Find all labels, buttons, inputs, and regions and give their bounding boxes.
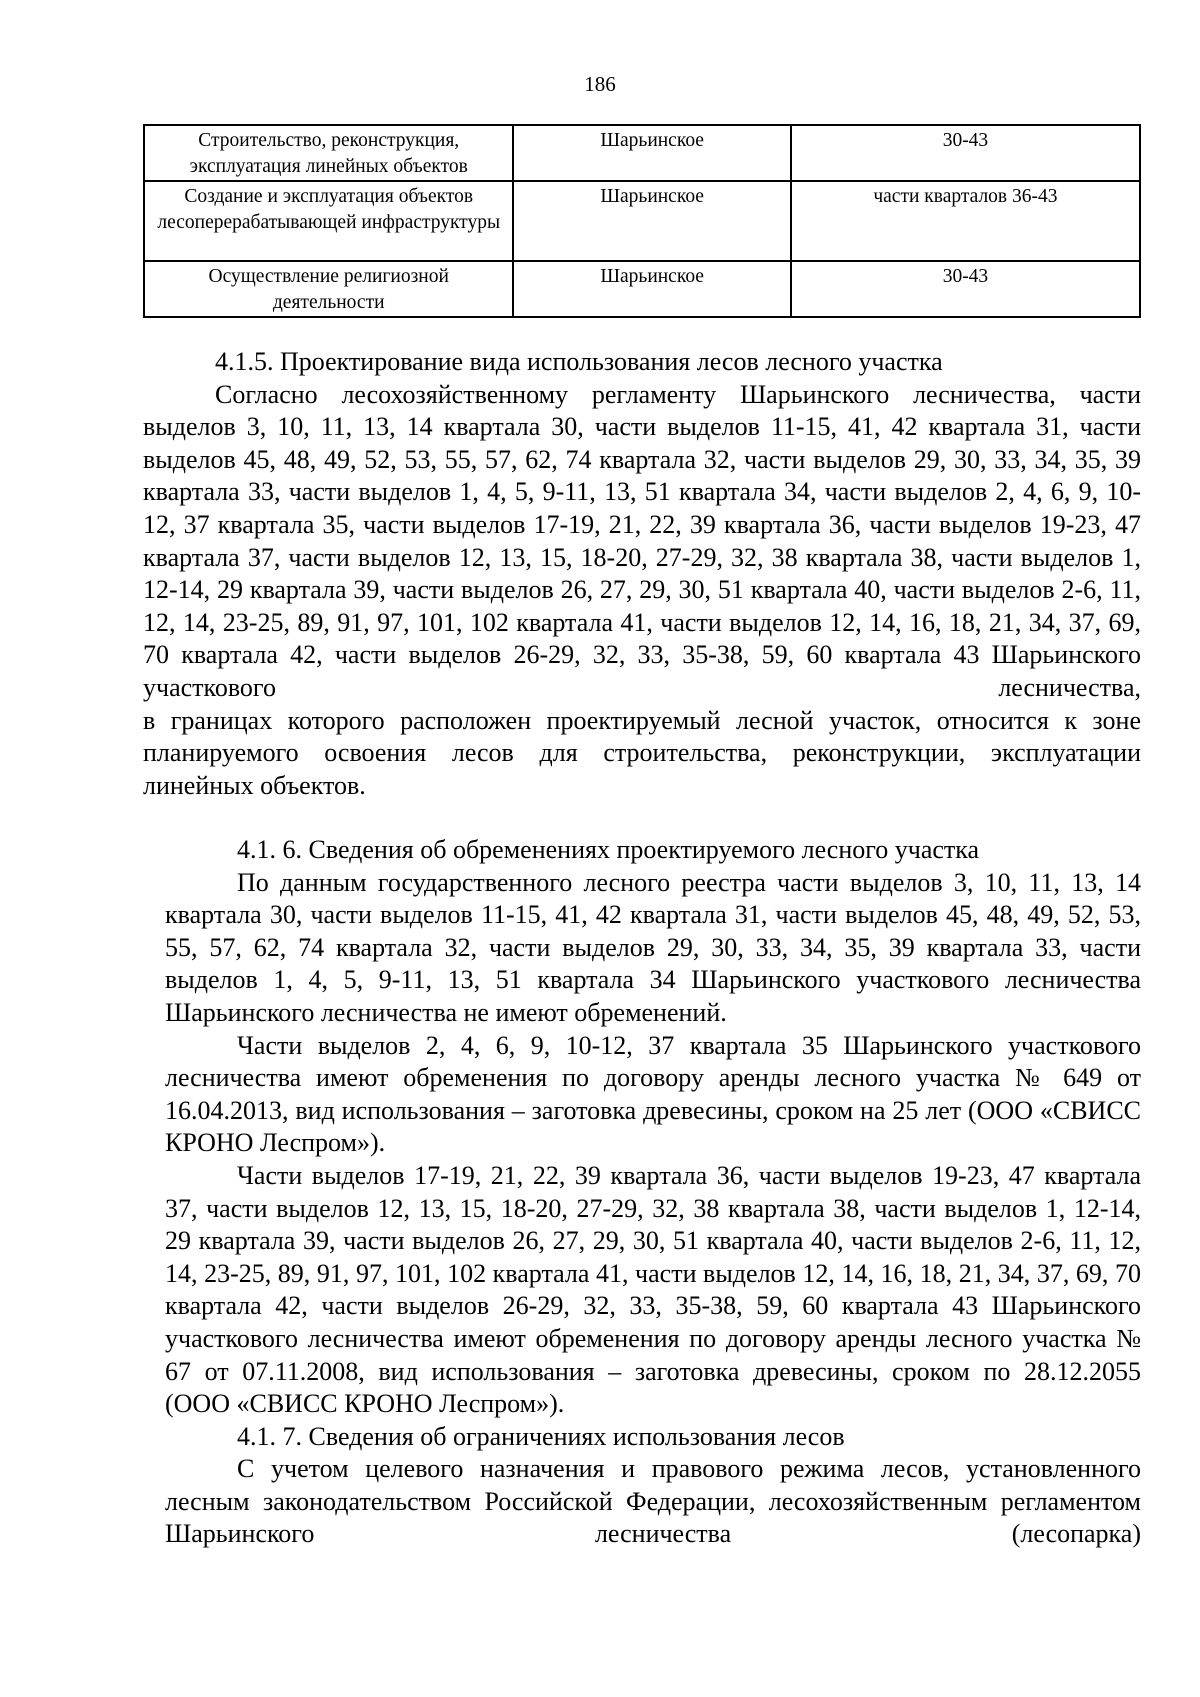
table-row: [144, 261, 1140, 317]
page-number: 186: [584, 72, 616, 96]
forestry-cell: Шарьинское: [513, 125, 790, 181]
forestry-cell: Шарьинское: [513, 261, 790, 317]
paragraph: Согласно лесохозяйственному регламенту Шарьинского лесничества, части выделов 3, 10, 11, 13, 14 квартала 30, части выделов 11-15, 41, 42 квартала 31, части выделов 45, 48, 49, 52, 53, 55, 57, 62, 74 квартала 32, части выделов 29, 30, 33, 34, 35, 39 квартала 33, части выделов 1, 4, 5, 9-11, 13, 51 квартала 34, части выделов 2, 4, 6, 9, 10-12, 37 квартала 35, части выделов 17-19, 21, 22, 39 квартала 36, части выделов 19-23, 47 квартала 37, части выделов 12, 13, 15, 18-20, 27-29, 32, 38 квартала 38, части выделов 1, 12-14, 29 квартала 39, части выделов 26, 27, 29, 30, 51 квартала 40, части выделов 2-6, 11, 12, 14, 23-25, 89, 91, 97, 101, 102 квартала 41, части выделов 12, 14, 16, 18, 21, 34, 37, 69, 70 квартала 42, части выделов 26-29, 32, 33, 35-38, 59, 60 квартала 43 Шарьинского участкового лесничества,: [143, 379, 1141, 702]
forest-use-table: [143, 124, 1141, 318]
quarters-cell: 30-43: [791, 261, 1140, 317]
paragraph: Части выделов 17-19, 21, 22, 39 квартала 36, части выделов 19-23, 47 квартала 37, части выделов 12, 13, 15, 18-20, 27-29, 32, 38 квартала 38, части выделов 1, 12-14, 29 квартала 39, части выделов 26, 27, 29, 30, 51 квартала 40, части выделов 2-6, 11, 12, 14, 23-25, 89, 91, 97, 101, 102 квартала 41, части выделов 12, 14, 16, 18, 21, 34, 37, 69, 70 квартала 42, части выделов 26-29, 32, 33, 35-38, 59, 60 квартала 43 Шарьинского участкового лесничества имеют обременения по договору аренды лесного участка № 67 от 07.11.2008, вид использования – заготовка древесины, сроком по 28.12.2055 (ООО «СВИСС КРОНО Леспром»).: [165, 1160, 1141, 1419]
paragraph: Части выделов 2, 4, 6, 9, 10-12, 37 квартала 35 Шарьинского участкового лесничества имеют обременения по договору аренды лесного участка № 649 от 16.04.2013, вид использования – заготовка древесины, сроком на 25 лет (ООО «СВИСС КРОНО Леспром»).: [165, 1030, 1141, 1158]
forestry-cell: Шарьинское: [513, 181, 790, 261]
paragraph: С учетом целевого назначения и правового режима лесов, установленного лесным законодательством Российской Федерации, лесохозяйственным регламентом Шарьинского лесничества (лесопарка): [165, 1454, 1141, 1549]
section-heading: 4.1. 6. Сведения об обременениях проектируемого лесного участка: [237, 835, 980, 864]
section-4-1-5: [143, 346, 1141, 802]
section-heading: 4.1.5. Проектирование вида использования лесов лесного участка: [215, 347, 943, 376]
paragraph: в границах которого расположен проектируемый лесной участок, относится к зоне планируемого освоения лесов для строительства, реконструкции, эксплуатации линейных объектов.: [143, 705, 1141, 800]
quarters-cell: части кварталов 36-43: [791, 181, 1140, 261]
table-row: [144, 125, 1140, 181]
activity-cell: Строительство, реконструкция, эксплуатация линейных объектов: [144, 125, 513, 181]
activity-cell: Осуществление религиозной деятельности: [144, 261, 513, 317]
table-row: [144, 181, 1140, 261]
quarters-cell: 30-43: [791, 125, 1140, 181]
paragraph: По данным государственного лесного реестра части выделов 3, 10, 11, 13, 14 квартала 30, части выделов 11-15, 41, 42 квартала 31, части выделов 45, 48, 49, 52, 53, 55, 57, 62, 74 квартала 32, части выделов 29, 30, 33, 34, 35, 39 квартала 33, части выделов 1, 4, 5, 9-11, 13, 51 квартала 34 Шарьинского участкового лесничества Шарьинского лесничества не имеют обременений.: [165, 867, 1141, 1027]
activity-cell: Создание и эксплуатация объектов лесоперерабатывающей инфраструктуры: [144, 181, 513, 261]
sections-4-1-6-and-4-1-7: [165, 834, 1141, 1551]
section-heading: 4.1. 7. Сведения об ограничениях использования лесов: [237, 1421, 845, 1451]
